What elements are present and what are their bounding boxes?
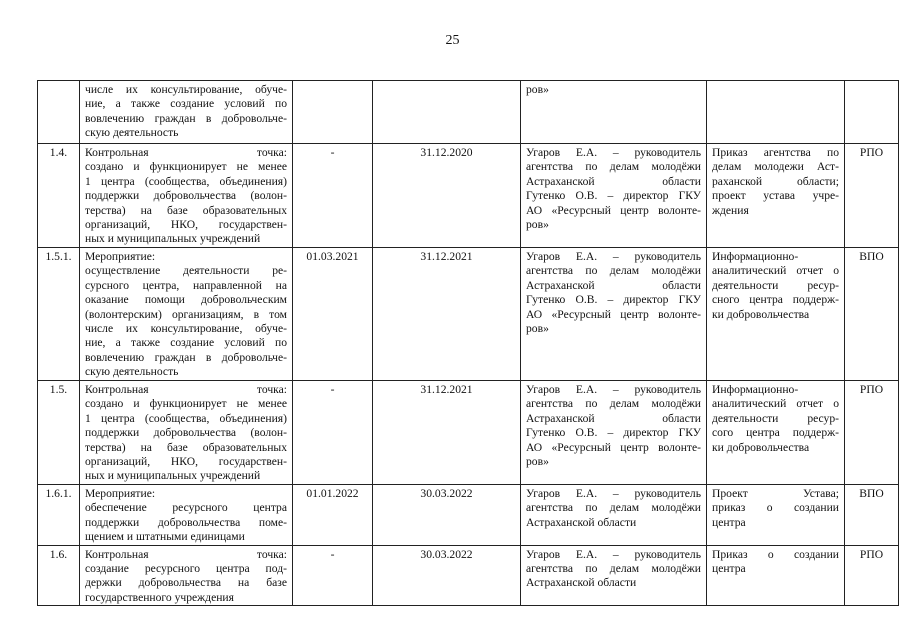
row-number-cell <box>38 545 80 606</box>
cell-text-line: приказ о создании <box>712 501 839 515</box>
responsible-cell <box>521 81 707 144</box>
cell-text: - <box>330 383 335 396</box>
document-cell <box>707 545 845 606</box>
cell-text-line: деятельности ресур- <box>712 278 839 292</box>
cell-text-line: деятельности ресур- <box>712 411 839 425</box>
cell-text-line: Астраханской области <box>526 515 637 529</box>
cell-text-line: сного центра поддерж- <box>712 293 839 307</box>
cell-text-line: Приказ о создании <box>712 547 839 561</box>
cell-text-line: агентства по делам молодёжи <box>526 501 701 515</box>
cell-text-line: числе их консультирование, обуче- <box>85 322 287 336</box>
cell-text: ВПО <box>859 250 884 263</box>
cell-text: 1.5.1. <box>45 250 72 263</box>
cell-text-line: вовлечению граждан в добровольче- <box>85 350 287 364</box>
table-row <box>38 545 899 606</box>
responsible-cell <box>521 485 707 546</box>
cell-text-line: ждения <box>712 203 749 217</box>
end-date-cell <box>373 381 521 485</box>
cell-text-line: ние, а также создание условий по <box>85 336 287 350</box>
cell-text-line: сурсного центра, направленной на <box>85 278 287 292</box>
cell-text: 1.6.1. <box>45 487 72 500</box>
activity-name-cell <box>80 545 293 606</box>
cell-text-line: делам молодежи Аст- <box>712 160 839 174</box>
cell-text-line: Контрольная точка: <box>85 383 287 396</box>
cell-text: 1.5. <box>49 383 68 396</box>
cell-text: ВПО <box>859 487 884 500</box>
document-cell <box>707 144 845 248</box>
cell-text: 31.12.2021 <box>420 250 473 263</box>
cell-text-line: оказание помощи добровольческим <box>85 293 287 307</box>
cell-text-line: ки добровольчества <box>712 440 810 454</box>
cell-text: 31.12.2020 <box>420 146 473 159</box>
cell-text: 01.01.2022 <box>306 487 359 500</box>
cell-text-line: Приказ агентства по <box>712 146 839 159</box>
cell-text-line: ние, а также создание условий по <box>85 97 287 111</box>
start-date-cell <box>293 485 373 546</box>
level-cell <box>845 144 899 248</box>
cell-text-line: скую деятельность <box>85 365 179 379</box>
cell-text-line: Информационно- <box>712 250 799 263</box>
level-cell <box>845 81 899 144</box>
cell-text: 1.4. <box>49 146 68 159</box>
responsible-cell <box>521 248 707 381</box>
cell-text-line: ров» <box>526 322 549 336</box>
start-date-cell <box>293 81 373 144</box>
level-cell <box>845 485 899 546</box>
cell-text-line: 1 центра (сообщества, объединения) <box>85 174 287 188</box>
cell-text-line: Информационно- <box>712 383 799 396</box>
cell-text-line: Контрольная точка: <box>85 547 287 561</box>
responsible-cell <box>521 144 707 248</box>
cell-text-line: аналитический отчет о <box>712 397 839 411</box>
table-row <box>38 81 899 144</box>
cell-text-line: государственного учреждения <box>85 590 234 604</box>
cell-text: 30.03.2022 <box>420 547 473 561</box>
cell-text-line: ных и муниципальных учреждений <box>85 232 261 246</box>
cell-text-line: Мероприятие: <box>85 250 156 263</box>
cell-text-line: терства) на базе образовательных <box>85 203 287 217</box>
cell-text-line: Угаров Е.А. – руководитель <box>526 146 701 159</box>
document-cell <box>707 81 845 144</box>
cell-text-line: ных и муниципальных учреждений <box>85 469 261 483</box>
cell-text-line: Гутенко О.В. – директор ГКУ <box>526 293 701 307</box>
end-date-cell <box>373 485 521 546</box>
cell-text-line: проект устава учре- <box>712 189 839 203</box>
cell-text-line: поддержки добровольчества (волон- <box>85 189 287 203</box>
activity-name-cell <box>80 381 293 485</box>
cell-text-line: Астраханской области <box>526 278 701 292</box>
cell-text: 30.03.2022 <box>420 487 473 500</box>
cell-text-line: создано и функционирует не менее <box>85 397 287 411</box>
activity-name-cell <box>80 485 293 546</box>
cell-text-line: сого центра поддерж- <box>712 426 839 440</box>
cell-text-line: организаций, НКО, государствен- <box>85 218 287 232</box>
cell-text-line: центра <box>712 515 746 529</box>
cell-text-line: Астраханской области <box>526 411 701 425</box>
cell-text-line: агентства по делам молодёжи <box>526 562 701 576</box>
cell-text-line: держки добровольчества на базе <box>85 576 287 590</box>
start-date-cell <box>293 144 373 248</box>
cell-text-line: АО «Ресурсный центр волонте- <box>526 440 701 454</box>
row-number-cell <box>38 381 80 485</box>
cell-text: 1.6. <box>49 547 68 561</box>
table-row <box>38 144 899 248</box>
level-cell <box>845 381 899 485</box>
end-date-cell <box>373 81 521 144</box>
table-row <box>38 248 899 381</box>
row-number-cell <box>38 81 80 144</box>
cell-text: - <box>330 146 335 159</box>
plan-table-body <box>38 81 899 606</box>
cell-text-line: создано и функционирует не менее <box>85 160 287 174</box>
cell-text-line: Контрольная точка: <box>85 146 287 159</box>
start-date-cell <box>293 248 373 381</box>
document-cell <box>707 248 845 381</box>
table-row <box>38 381 899 485</box>
cell-text-line: ров» <box>526 455 549 469</box>
cell-text-line: центра <box>712 562 746 576</box>
cell-text-line: Угаров Е.А. – руководитель <box>526 487 701 500</box>
cell-text-line: Гутенко О.В. – директор ГКУ <box>526 426 701 440</box>
cell-text-line: Астраханской области <box>526 174 701 188</box>
cell-text-line: Угаров Е.А. – руководитель <box>526 250 701 263</box>
document-cell <box>707 381 845 485</box>
responsible-cell <box>521 545 707 606</box>
cell-text: РПО <box>859 383 884 396</box>
cell-text: 31.12.2021 <box>420 383 473 396</box>
level-cell <box>845 545 899 606</box>
cell-text-line: Мероприятие: <box>85 487 156 500</box>
cell-text-line: осуществление деятельности ре- <box>85 264 287 278</box>
cell-text-line: Угаров Е.А. – руководитель <box>526 383 701 396</box>
cell-text-line: агентства по делам молодёжи <box>526 397 701 411</box>
table-row <box>38 485 899 546</box>
cell-text-line: раханской области; <box>712 174 839 188</box>
end-date-cell <box>373 545 521 606</box>
cell-text-line: АО «Ресурсный центр волонте- <box>526 307 701 321</box>
cell-text-line: 1 центра (сообщества, объединения) <box>85 411 287 425</box>
cell-text-line: АО «Ресурсный центр волонте- <box>526 203 701 217</box>
cell-text-line: поддержки добровольчества поме- <box>85 515 287 529</box>
cell-text: 01.03.2021 <box>306 250 359 263</box>
cell-text-line: ров» <box>526 83 549 96</box>
cell-text-line: ки добровольчества <box>712 307 810 321</box>
responsible-cell <box>521 381 707 485</box>
activity-name-cell <box>80 248 293 381</box>
row-number-cell <box>38 144 80 248</box>
cell-text-line: обеспечение ресурсного центра <box>85 501 287 515</box>
plan-table <box>37 80 899 606</box>
cell-text-line: Гутенко О.В. – директор ГКУ <box>526 189 701 203</box>
cell-text-line: вовлечению граждан в добровольче- <box>85 111 287 125</box>
end-date-cell <box>373 144 521 248</box>
page-number: 25 <box>445 33 460 48</box>
cell-text-line: ров» <box>526 218 549 232</box>
cell-text-line: Угаров Е.А. – руководитель <box>526 547 701 561</box>
cell-text: РПО <box>859 547 884 561</box>
start-date-cell <box>293 381 373 485</box>
cell-text-line: скую деятельность <box>85 126 179 140</box>
cell-text-line: организаций, НКО, государствен- <box>85 455 287 469</box>
start-date-cell <box>293 545 373 606</box>
cell-text-line: числе их консультирование, обуче- <box>85 83 287 96</box>
cell-text: - <box>330 547 335 561</box>
cell-text-line: создание ресурсного центра под- <box>85 562 287 576</box>
activity-name-cell <box>80 81 293 144</box>
cell-text-line: Астраханской области <box>526 576 637 590</box>
row-number-cell <box>38 485 80 546</box>
cell-text-line: агентства по делам молодёжи <box>526 264 701 278</box>
row-number-cell <box>38 248 80 381</box>
cell-text-line: щением и штатными единицами <box>85 530 245 544</box>
activity-name-cell <box>80 144 293 248</box>
end-date-cell <box>373 248 521 381</box>
document-cell <box>707 485 845 546</box>
cell-text-line: агентства по делам молодёжи <box>526 160 701 174</box>
cell-text-line: поддержки добровольчества (волон- <box>85 426 287 440</box>
cell-text-line: (волонтерским) организациям, в том <box>85 307 287 321</box>
cell-text-line: Проект Устава; <box>712 487 839 500</box>
cell-text-line: терства) на базе образовательных <box>85 440 287 454</box>
cell-text: РПО <box>859 146 884 159</box>
cell-text-line: аналитический отчет о <box>712 264 839 278</box>
level-cell <box>845 248 899 381</box>
